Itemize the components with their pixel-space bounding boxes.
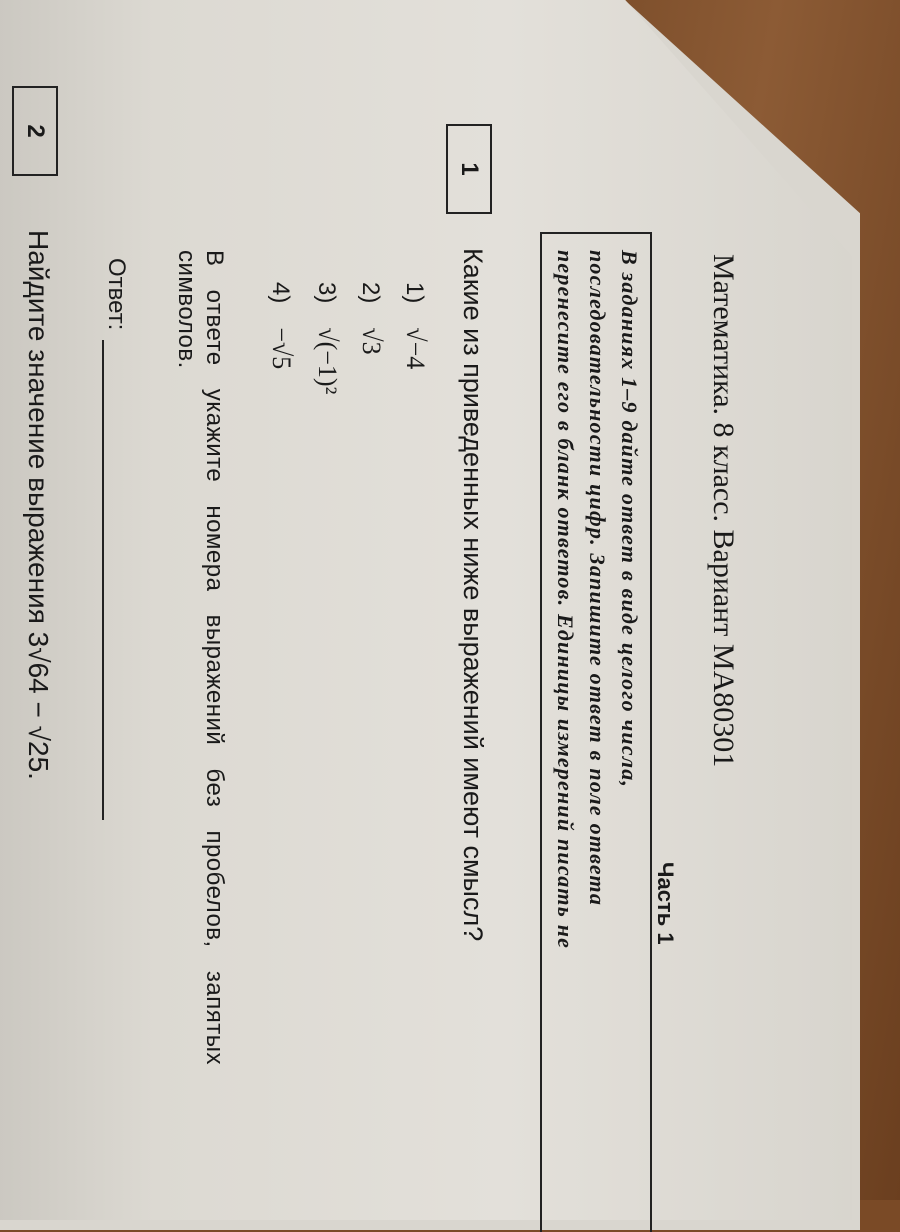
- option-number: 2): [357, 282, 384, 304]
- instruction-line-1: В заданиях 1–9 дайте ответ в виде целого числа,: [617, 250, 642, 789]
- option-number: 1): [401, 282, 428, 304]
- task-number-box-1: 1: [446, 124, 492, 214]
- task-number-box-2: 2: [12, 86, 58, 176]
- instruction-box: [540, 232, 652, 1232]
- task2-question: Найдите значение выражения 3√64 − √25.: [23, 230, 54, 780]
- option-expression: √3: [357, 327, 386, 355]
- option-1: [400, 282, 430, 369]
- instruction-line-3: перенесите его в бланк ответов. Единицы измерений писать не: [553, 250, 578, 950]
- task1-note-line-2: символов.: [173, 250, 200, 369]
- answer-field-line[interactable]: [102, 340, 104, 820]
- option-number: 4): [267, 282, 294, 304]
- instruction-line-2: последовательности цифр. Запишите ответ в поле ответа: [585, 250, 610, 907]
- option-2: [356, 282, 386, 355]
- option-expression: √(−1)²: [313, 327, 342, 395]
- option-expression: √−4: [401, 327, 430, 370]
- part-title: Часть 1: [653, 862, 678, 945]
- page-header-title: Математика. 8 класс. Вариант МА80301: [707, 254, 740, 768]
- option-expression: −√5: [267, 327, 296, 370]
- option-number: 3): [313, 282, 340, 304]
- answer-label: Ответ:: [103, 258, 130, 331]
- option-3: [312, 282, 342, 394]
- task1-question: Какие из приведенных ниже выражений имеют смысл?: [458, 248, 488, 942]
- task1-note-line-1: В ответе укажите номера выражений без пробелов, запятых: [201, 250, 228, 1065]
- option-4: [266, 282, 296, 369]
